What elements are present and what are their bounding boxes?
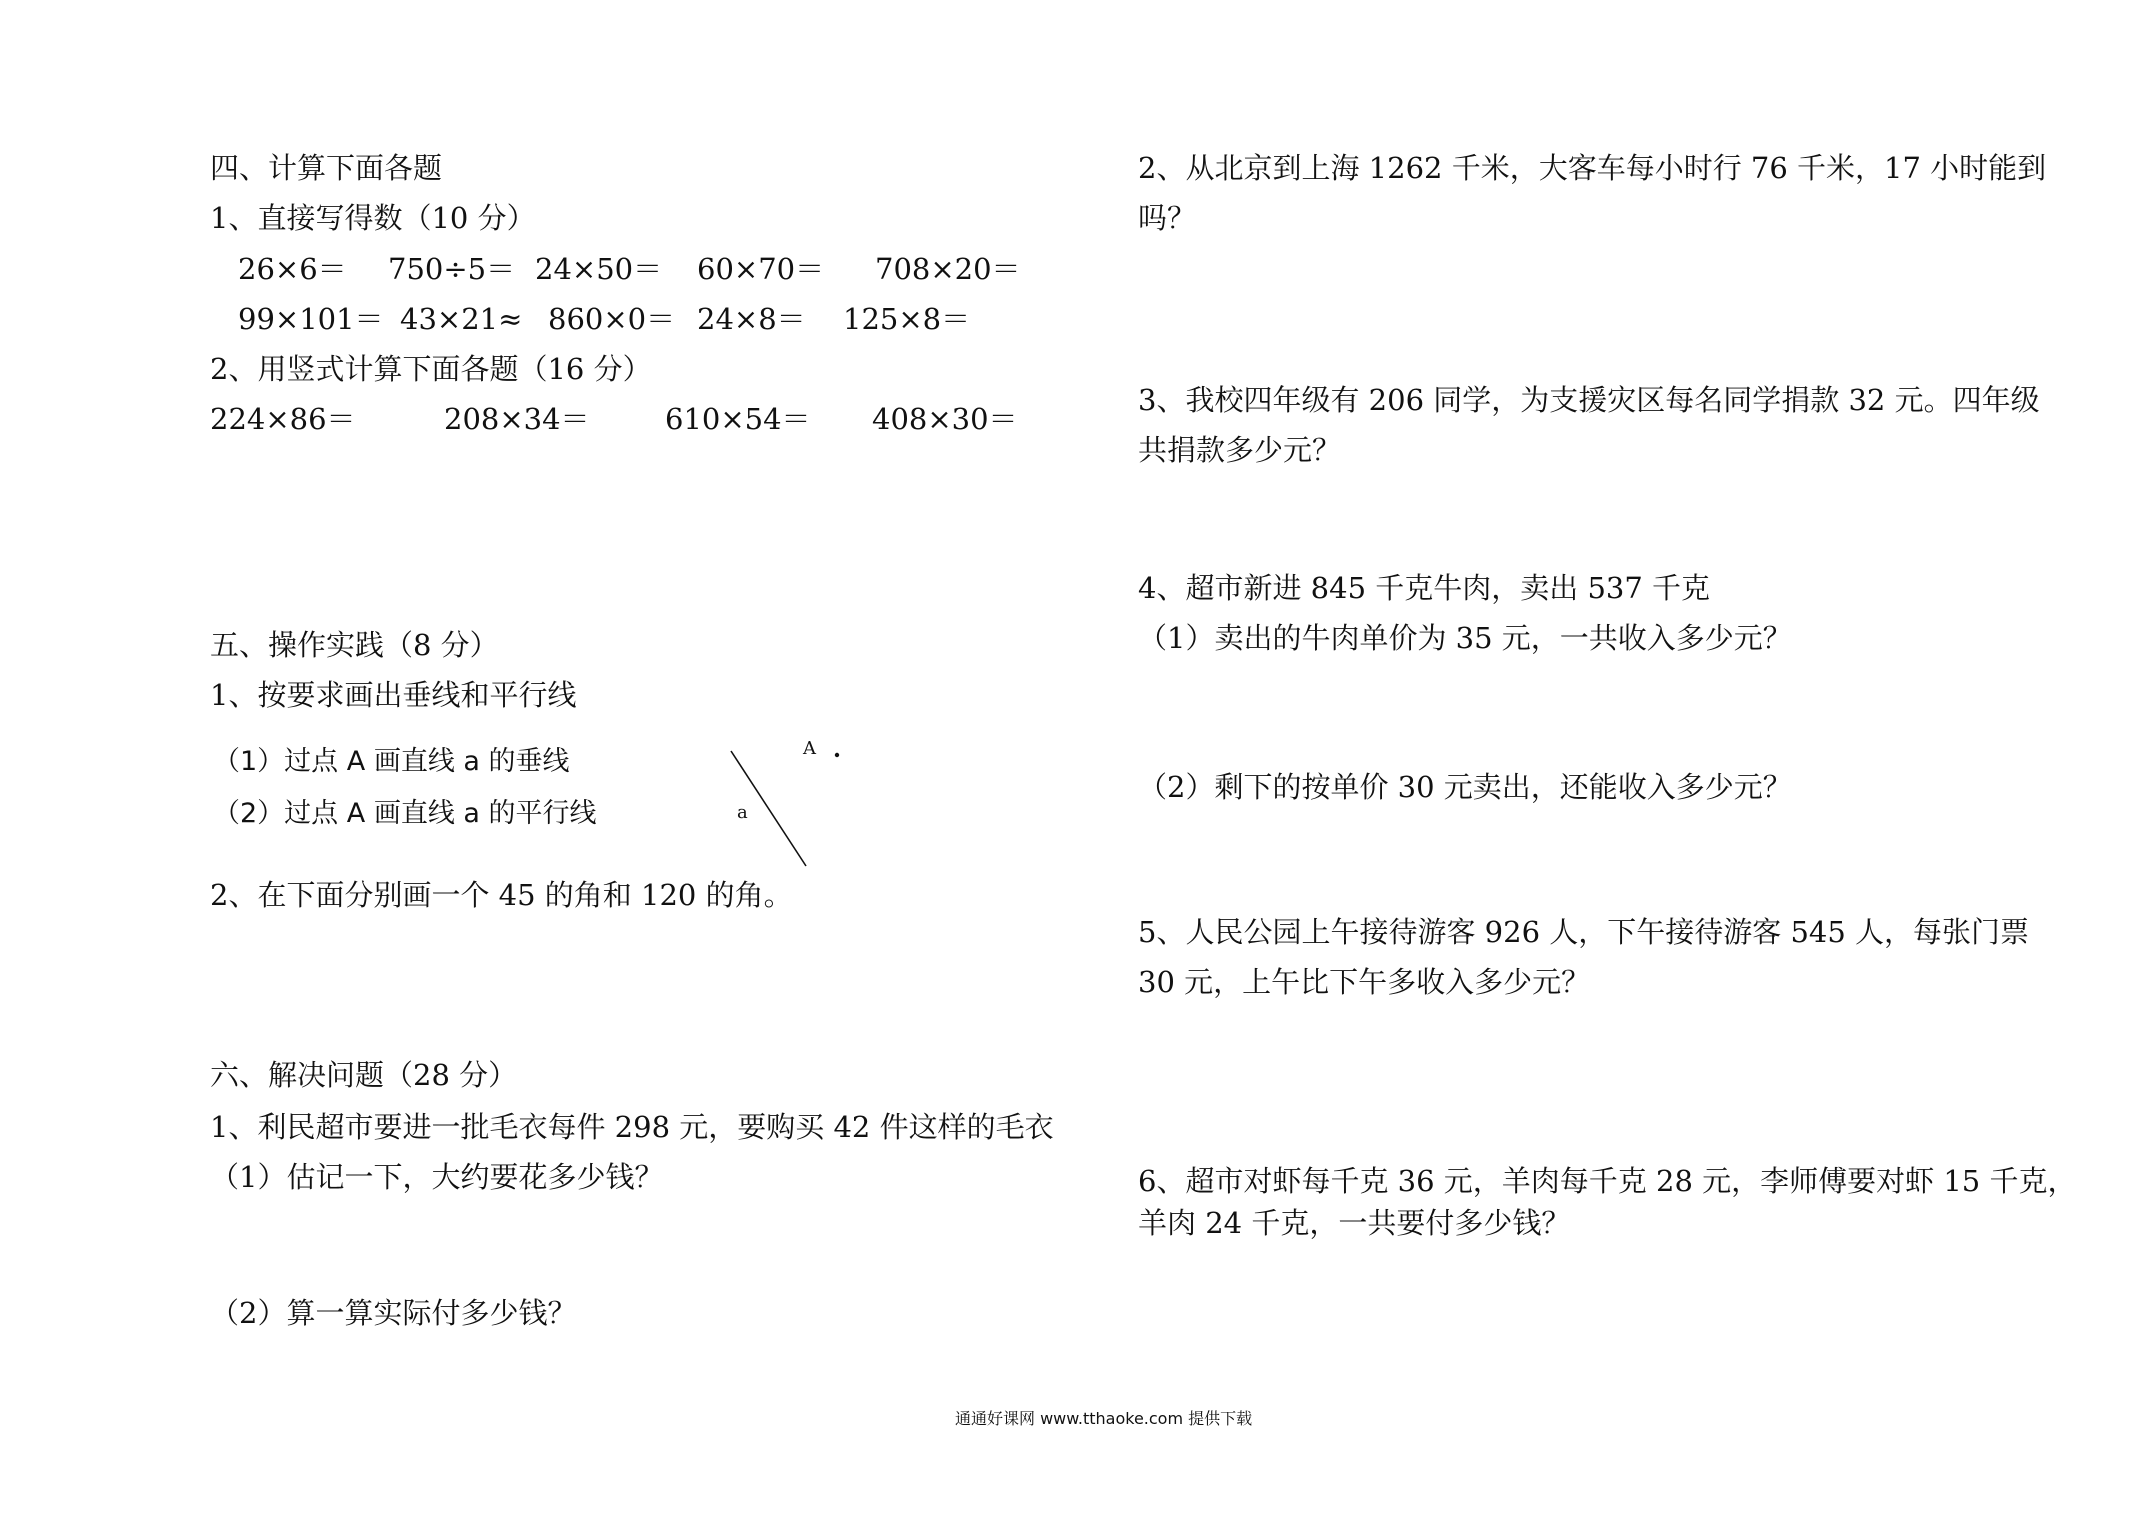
problem-5-line-2: 30 元，上午比下午多收入多少元？ xyxy=(1138,965,1591,999)
calc-item: 24×8＝ xyxy=(697,302,806,336)
problem-6-line-1: 6、超市对虾每千克 36 元，羊肉每千克 28 元，李师傅要对虾 15 千克， xyxy=(1138,1164,2077,1198)
calc-item: 708×20＝ xyxy=(875,252,1021,286)
problem-5-line-1: 5、人民公园上午接待游客 926 人，下午接待游客 545 人，每张门票 xyxy=(1138,915,2030,949)
section-5-title: 五、操作实践（8 分） xyxy=(210,628,499,662)
calc-item: 60×70＝ xyxy=(697,252,825,286)
vertical-calc-item: 224×86＝ xyxy=(210,402,356,436)
point-a-dot xyxy=(835,753,839,757)
point-a-label: A xyxy=(803,738,816,759)
problem-6-line-2: 羊肉 24 千克，一共要付多少钱？ xyxy=(1138,1206,1571,1240)
problem-1-part-2: （2）算一算实际付多少钱？ xyxy=(210,1296,577,1330)
problem-4-part-2: （2）剩下的按单价 30 元卖出，还能收入多少元？ xyxy=(1138,770,1792,804)
calc-item: 99×101＝ xyxy=(238,302,384,336)
page-footer: 通通好课网 www.tthaoke.com 提供下载 xyxy=(955,1409,1253,1428)
line-a-label: a xyxy=(737,802,748,823)
problem-2-line-1: 2、从北京到上海 1262 千米，大客车每小时行 76 千米，17 小时能到 xyxy=(1138,151,2047,185)
question-2-title: 2、用竖式计算下面各题（16 分） xyxy=(210,352,652,386)
section-6-title: 六、解决问题（28 分） xyxy=(210,1058,518,1092)
section-4-title: 四、计算下面各题 xyxy=(210,151,443,185)
problem-4-line-1: 4、超市新进 845 千克牛肉，卖出 537 千克 xyxy=(1138,571,1711,605)
problem-1: 1、利民超市要进一批毛衣每件 298 元，要购买 42 件这样的毛衣 xyxy=(210,1110,1054,1144)
calc-item: 24×50＝ xyxy=(535,252,663,286)
problem-2-line-2: 吗？ xyxy=(1138,201,1197,235)
problem-3-line-2: 共捐款多少元？ xyxy=(1138,433,1342,467)
problem-1-part-1: （1）估记一下，大约要花多少钱？ xyxy=(210,1160,664,1194)
problem-4-part-1: （1）卖出的牛肉单价为 35 元，一共收入多少元？ xyxy=(1138,621,1792,655)
calc-item: 125×8＝ xyxy=(843,302,971,336)
vertical-calc-item: 408×30＝ xyxy=(872,402,1018,436)
calc-item: 750÷5＝ xyxy=(388,252,516,286)
operation-2: 2、在下面分别画一个 45 的角和 120 的角。 xyxy=(210,878,793,912)
operation-1-part-1: （1）过点 A 画直线 a 的垂线 xyxy=(213,746,570,777)
calc-item: 860×0＝ xyxy=(548,302,676,336)
operation-1-part-2: （2）过点 A 画直线 a 的平行线 xyxy=(213,798,597,829)
operation-1: 1、按要求画出垂线和平行线 xyxy=(210,678,577,712)
calc-item: 26×6＝ xyxy=(238,252,347,286)
vertical-calc-item: 610×54＝ xyxy=(665,402,811,436)
question-1-title: 1、直接写得数（10 分） xyxy=(210,201,536,235)
calc-item: 43×21≈ xyxy=(400,302,523,336)
problem-3-line-1: 3、我校四年级有 206 同学，为支援灾区每名同学捐款 32 元。四年级 xyxy=(1138,383,2040,417)
vertical-calc-item: 208×34＝ xyxy=(444,402,590,436)
